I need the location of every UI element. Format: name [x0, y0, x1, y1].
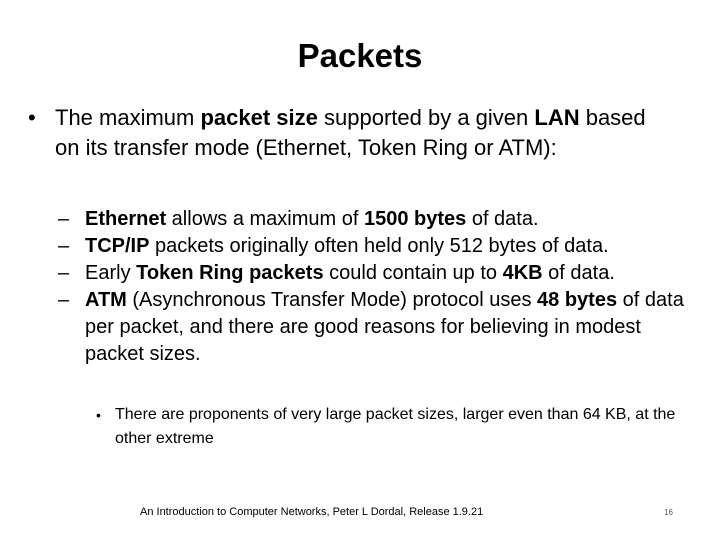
sub-bullet-part: of data.	[466, 208, 539, 230]
sub-bullet-part: TCP/IP	[85, 235, 150, 257]
page-number: 16	[664, 508, 673, 517]
main-bullet-part: based on its transfer mode (Ethernet, Token Ring or ATM):	[55, 105, 646, 160]
main-bullet	[28, 103, 668, 163]
bullet-dot: •	[96, 407, 101, 423]
main-bullet-part: LAN	[534, 105, 580, 130]
sub-bullet-token-ring	[58, 260, 698, 287]
main-bullet-part: supported by a given	[317, 105, 535, 130]
dash-marker: –	[58, 208, 70, 230]
sub-bullet-part: could contain up to	[323, 262, 503, 284]
sub-bullet-part: of data per packet, and there are good reasons for believing in modest packet sizes.	[85, 289, 684, 365]
main-bullet-part: The maximum	[55, 105, 201, 130]
sub-bullet-text	[85, 206, 698, 233]
sub-bullet-atm	[58, 287, 698, 368]
main-bullet-part: packet size	[200, 105, 318, 130]
sub-bullet-ethernet	[58, 206, 698, 233]
bullet-dot: •	[28, 105, 36, 130]
sub-bullet-tcpip	[58, 233, 698, 260]
sub-bullet-list	[58, 206, 698, 368]
sub-bullet-part: Token Ring packets	[136, 262, 324, 284]
slide-footer: An Introduction to Computer Networks, Peter L Dordal, Release 1.9.21	[140, 506, 484, 518]
sub-bullet-part: 4KB	[502, 262, 543, 284]
sub-bullet-part: 48 bytes	[537, 289, 618, 311]
sub-bullet-part: (Asynchronous Transfer Mode) protocol uses	[126, 289, 538, 311]
sub-sub-bullet	[96, 403, 686, 451]
sub-sub-bullet-text: There are proponents of very large packet sizes, larger even than 64 KB, at the other extreme	[115, 406, 676, 447]
dash-marker: –	[58, 235, 70, 257]
sub-bullet-part: Early	[85, 262, 137, 284]
sub-bullet-text	[85, 287, 698, 368]
main-bullet-text	[55, 103, 668, 163]
sub-bullet-part: of data.	[542, 262, 615, 284]
sub-bullet-text	[85, 233, 698, 260]
sub-bullet-part: Ethernet	[85, 208, 167, 230]
sub-bullet-text	[85, 260, 698, 287]
sub-bullet-part: packets originally often held only 512 bytes of data.	[149, 235, 609, 257]
sub-bullet-part: ATM	[85, 289, 127, 311]
dash-marker: –	[58, 262, 70, 284]
sub-bullet-part: 1500 bytes	[363, 208, 467, 230]
slide-title: Packets	[297, 37, 423, 74]
sub-bullet-part: allows a maximum of	[166, 208, 364, 230]
dash-marker: –	[58, 289, 70, 311]
